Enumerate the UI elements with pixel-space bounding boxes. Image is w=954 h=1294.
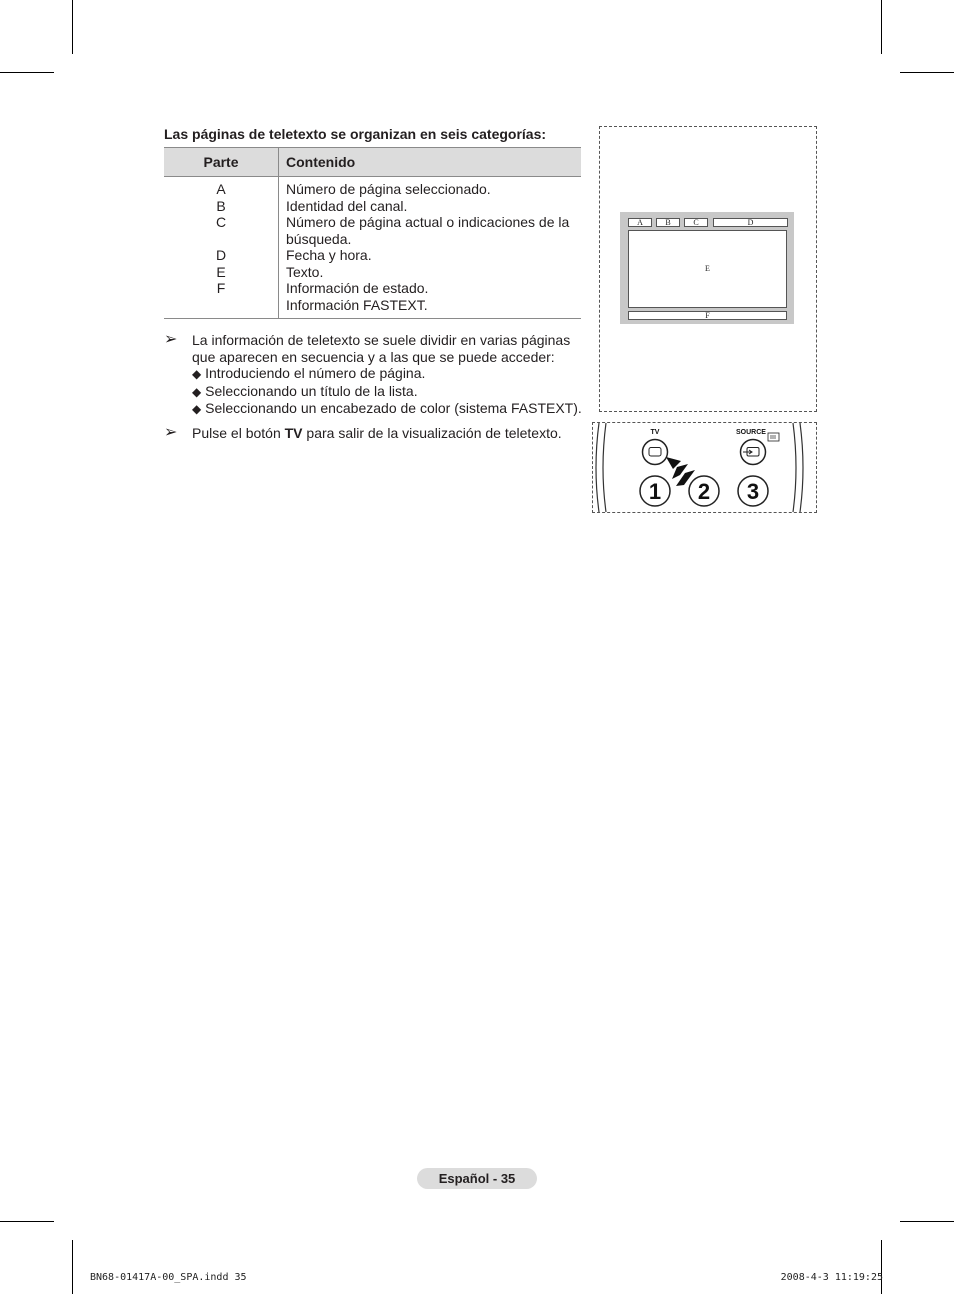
bullet-item [192,400,594,418]
part-label: C [215,214,227,230]
remote-control-illustration [593,423,816,512]
source-icon-small [768,433,779,441]
crop-mark-top-left-horizontal [0,72,54,73]
column-header-content: Contenido [279,148,582,177]
source-label: SOURCE [736,429,766,436]
bullet-text: Seleccionando un encabezado de color (sistema FASTEXT). [205,400,582,416]
crop-mark-top-left-vertical [72,0,73,54]
content-line: Información de estado. [286,280,429,296]
part-cell [164,177,279,319]
note-teletext-pages [164,332,594,418]
note-exit-teletext [164,425,594,442]
remote-control-panel [592,422,817,513]
footer-timestamp: 2008-4-3 11:19:25 [780,1272,883,1283]
table-header-row [164,148,581,177]
section-heading: Las páginas de teletexto se organizan en seis categorías: [164,126,547,142]
tv-button-name: TV [284,425,303,441]
column-header-part: Parte [164,148,279,177]
content-cell [279,177,582,319]
teletext-area-e-label: E [705,264,710,273]
note-text-after: para salir de la visualización de teletexto. [302,425,562,441]
content-line: búsqueda. [286,230,352,247]
content-line: Identidad del canal. [286,197,408,214]
tv-label: TV [650,429,660,436]
source-button[interactable] [741,440,766,465]
content-line: Número de página actual o indicaciones de la [286,214,570,230]
content-line: Número de página seleccionado. [286,181,491,197]
categories-table [164,147,581,319]
table-row [164,177,581,319]
teletext-area-c: C [684,218,708,227]
footer-file-info: BN68-01417A-00_SPA.indd 35 [90,1272,247,1283]
tv-button[interactable] [643,440,668,465]
diamond-bullet-icon: ◆ [192,384,202,399]
teletext-area-f: F [628,311,787,320]
bullet-item [192,365,594,383]
note-arrow-icon: ➢ [164,424,178,441]
crop-mark-bottom-left-vertical [72,1240,73,1294]
note-text-line: que aparecen en secuencia y a las que se puede acceder: [192,348,555,365]
crop-mark-bottom-right-horizontal [900,1221,954,1222]
part-label: E [216,263,226,280]
teletext-screen [620,212,794,324]
crop-mark-top-right-vertical [881,0,882,54]
part-label: F [216,280,226,296]
note-arrow-icon: ➢ [164,331,178,348]
part-label: D [215,247,227,263]
diamond-bullet-icon: ◆ [192,367,202,381]
content-line: Información FASTEXT. [286,296,428,313]
crop-mark-top-right-horizontal [900,72,954,73]
teletext-area-a: A [628,218,652,227]
number-button-label: 2 [697,479,711,504]
content-line: Texto. [286,263,324,280]
number-button-label: 3 [746,479,760,504]
number-button-1[interactable] [640,476,670,506]
bullet-text: Seleccionando un título de la lista. [205,382,418,399]
diamond-bullet-icon: ◆ [192,402,202,416]
crop-mark-bottom-right-vertical [881,1240,882,1294]
bullet-item [192,383,594,401]
teletext-area-e [628,230,787,308]
page-number-badge: Español - 35 [417,1168,537,1189]
number-button-label: 1 [648,479,662,504]
pointer-arrow-icon [666,457,695,486]
bullet-text: Introduciendo el número de página. [205,365,426,381]
note-text-line [192,425,594,442]
crop-mark-bottom-left-horizontal [0,1221,54,1222]
content-line: Fecha y hora. [286,247,372,263]
note-text-line: La información de teletexto se suele dividir en varias páginas [192,332,571,348]
note-text-before: Pulse el botón [192,425,285,441]
part-label: B [216,197,226,214]
teletext-area-b: B [656,218,680,227]
number-button-3[interactable] [738,476,768,506]
part-label-blank [171,231,271,248]
teletext-area-d: D [713,218,788,227]
part-label: A [216,181,226,197]
number-button-2[interactable] [689,476,719,506]
